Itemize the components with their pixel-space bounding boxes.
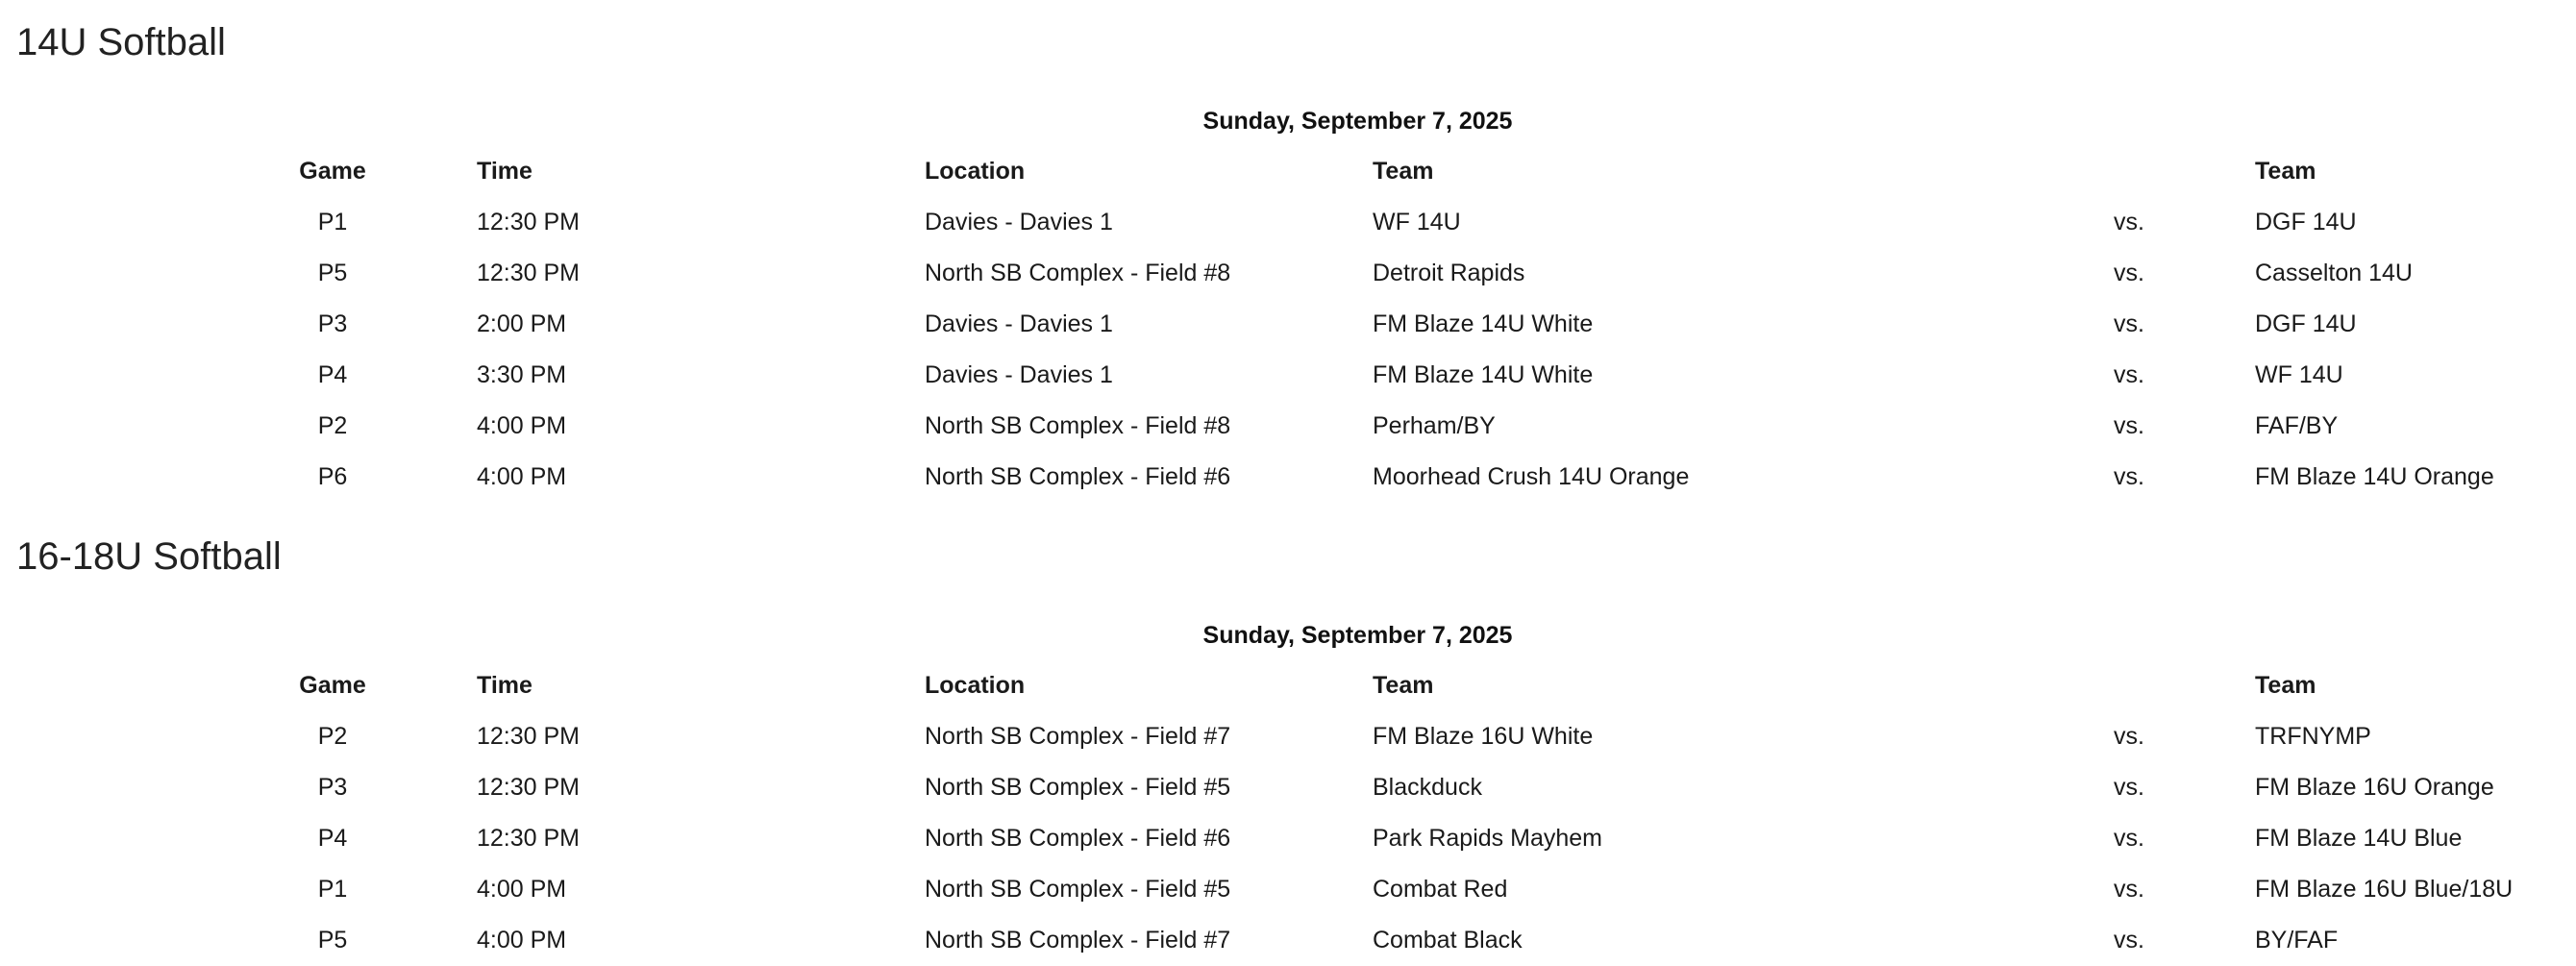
vs-label: vs. — [2114, 463, 2144, 490]
game-id: P2 — [317, 412, 348, 439]
game-time: 4:00 PM — [477, 927, 567, 954]
team-home: Combat Red — [1373, 876, 1508, 903]
game-id: P4 — [317, 825, 348, 852]
schedule-table-14u — [192, 146, 2576, 503]
team-home: WF 14U — [1373, 209, 1461, 235]
team-home: Blackduck — [1373, 774, 1482, 801]
team-home: FM Blaze 16U White — [1373, 723, 1594, 750]
team-away: FAF/BY — [2255, 412, 2339, 439]
vs-label: vs. — [2114, 876, 2144, 903]
game-id: P5 — [317, 927, 348, 954]
header-time: Time — [477, 672, 533, 699]
game-id: P5 — [317, 260, 348, 286]
table-header-row — [192, 660, 2576, 711]
team-home: Perham/BY — [1373, 412, 1496, 439]
vs-label: vs. — [2114, 260, 2144, 286]
game-time: 12:30 PM — [477, 723, 581, 750]
vs-label: vs. — [2114, 361, 2144, 388]
team-away: WF 14U — [2255, 361, 2343, 388]
team-away: FM Blaze 16U Blue/18U — [2255, 876, 2514, 903]
header-team-home: Team — [1373, 672, 1434, 699]
table-row — [192, 813, 2576, 864]
header-game: Game — [299, 158, 366, 185]
game-location: North SB Complex - Field #7 — [925, 927, 1231, 954]
table-header-row — [192, 146, 2576, 197]
vs-label: vs. — [2114, 209, 2144, 235]
team-home: FM Blaze 14U White — [1373, 310, 1594, 337]
team-away: DGF 14U — [2255, 209, 2357, 235]
header-location: Location — [925, 158, 1026, 185]
team-home: Detroit Rapids — [1373, 260, 1525, 286]
table-row — [192, 350, 2576, 401]
vs-label: vs. — [2114, 310, 2144, 337]
game-time: 12:30 PM — [477, 825, 581, 852]
team-away: FM Blaze 14U Blue — [2255, 825, 2463, 852]
team-home: Combat Black — [1373, 927, 1523, 954]
table-row — [192, 401, 2576, 452]
game-time: 4:00 PM — [477, 463, 567, 490]
team-home: Park Rapids Mayhem — [1373, 825, 1602, 852]
team-home: FM Blaze 14U White — [1373, 361, 1594, 388]
game-time: 12:30 PM — [477, 774, 581, 801]
table-row — [192, 248, 2576, 299]
game-time: 2:00 PM — [477, 310, 567, 337]
team-away: Casselton 14U — [2255, 260, 2413, 286]
game-id: P6 — [317, 463, 348, 490]
table-row — [192, 452, 2576, 503]
section-title-16-18u: 16-18U Softball — [16, 535, 282, 578]
game-time: 4:00 PM — [477, 412, 567, 439]
game-time: 3:30 PM — [477, 361, 567, 388]
game-id: P2 — [317, 723, 348, 750]
header-vs — [2003, 660, 2255, 711]
game-id: P3 — [317, 310, 348, 337]
vs-label: vs. — [2114, 412, 2144, 439]
game-location: Davies - Davies 1 — [925, 361, 1113, 388]
vs-label: vs. — [2114, 774, 2144, 801]
game-location: North SB Complex - Field #5 — [925, 774, 1231, 801]
table-row — [192, 915, 2576, 966]
team-away: FM Blaze 16U Orange — [2255, 774, 2494, 801]
team-away: FM Blaze 14U Orange — [2255, 463, 2494, 490]
header-team-away: Team — [2255, 158, 2316, 185]
section-title-14u: 14U Softball — [16, 21, 226, 63]
header-game: Game — [299, 672, 366, 699]
game-time: 12:30 PM — [477, 209, 581, 235]
game-location: Davies - Davies 1 — [925, 209, 1113, 235]
game-location: North SB Complex - Field #5 — [925, 876, 1231, 903]
game-location: North SB Complex - Field #6 — [925, 463, 1231, 490]
game-time: 12:30 PM — [477, 260, 581, 286]
vs-label: vs. — [2114, 825, 2144, 852]
game-location: North SB Complex - Field #8 — [925, 260, 1231, 286]
game-location: North SB Complex - Field #7 — [925, 723, 1231, 750]
header-team-home: Team — [1373, 158, 1434, 185]
game-time: 4:00 PM — [477, 876, 567, 903]
header-team-away: Team — [2255, 672, 2316, 699]
table-row — [192, 711, 2576, 762]
game-location: North SB Complex - Field #8 — [925, 412, 1231, 439]
team-away: DGF 14U — [2255, 310, 2357, 337]
game-id: P1 — [317, 876, 348, 903]
header-time: Time — [477, 158, 533, 185]
vs-label: vs. — [2114, 927, 2144, 954]
game-id: P1 — [317, 209, 348, 235]
header-location: Location — [925, 672, 1026, 699]
table-row — [192, 299, 2576, 350]
table-row — [192, 864, 2576, 915]
game-id: P3 — [317, 774, 348, 801]
header-vs — [2003, 146, 2255, 197]
schedule-table-16-18u — [192, 660, 2576, 966]
game-location: North SB Complex - Field #6 — [925, 825, 1231, 852]
schedule-date-16-18u: Sunday, September 7, 2025 — [1202, 622, 1513, 649]
game-id: P4 — [317, 361, 348, 388]
team-home: Moorhead Crush 14U Orange — [1373, 463, 1690, 490]
table-row — [192, 197, 2576, 248]
game-location: Davies - Davies 1 — [925, 310, 1113, 337]
table-row — [192, 762, 2576, 813]
team-away: TRFNYMP — [2255, 723, 2371, 750]
team-away: BY/FAF — [2255, 927, 2339, 954]
vs-label: vs. — [2114, 723, 2144, 750]
schedule-date-14u: Sunday, September 7, 2025 — [1202, 108, 1513, 135]
